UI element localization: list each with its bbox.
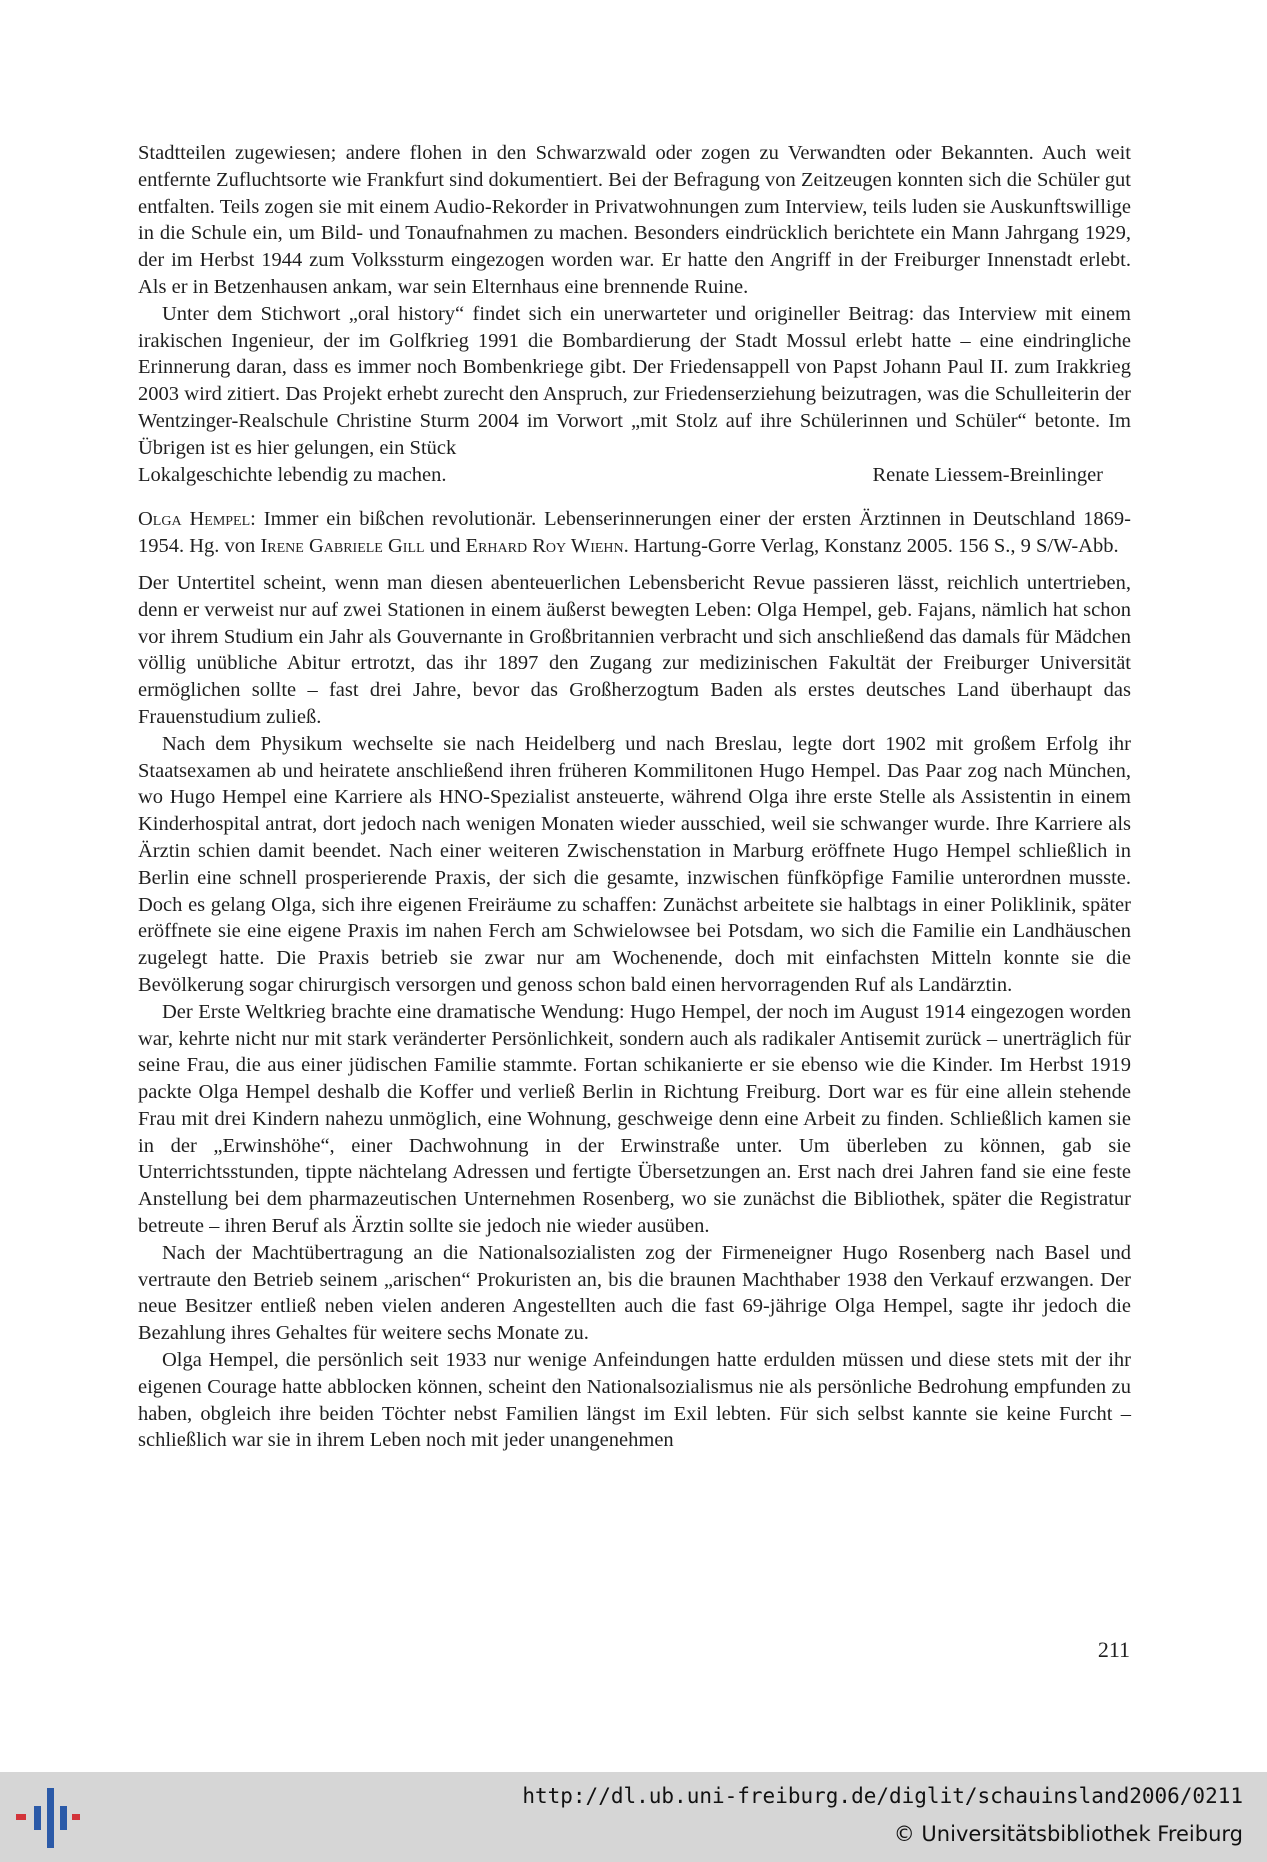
review-bibliography — [138, 506, 1131, 560]
footer-bar — [0, 1772, 1267, 1862]
review-editor-1: Irene Gabriele Gill — [260, 535, 425, 558]
paragraph: Nach dem Physikum wechselte sie nach Heidelberg und nach Breslau, legte dort 1902 mit großem Erfolg ihr Staatsexamen ab und heiratete anschließend ihren früheren Kommilitonen Hugo Hempel. Das Paar zog nach München, wo Hugo Hempel eine Karriere als HNO-Spezialist ansteuerte, während Olga ihre erste Stelle als Assistentin in einem Kinderhospital antrat, dort jedoch nach wenigen Monaten wieder ausschied, weil sie schwanger wurde. Ihre Karriere als Ärztin schien damit beendet. Nach einer weiteren Zwischenstation in Marburg eröffnete Hugo Hempel schließlich in Berlin eine schnell prosperierende Praxis, der sich die gesamte, inzwischen fünfköpfige Familie unterordnen musste. Doch es gelang Olga, sich ihre eigenen Freiräume zu schaffen: Zunächst arbeitete sie halbtags in einer Poliklinik, später eröffnete sie eine eigene Praxis im nahen Ferch am Schwielowsee bei Potsdam, wo sich die Familie ein Landhäuschen zugelegt hatte. Die Praxis betrieb sie zwar nur am Wochenende, doch mit einfachsten Mitteln konnte sie die Bevölkerung sogar chirurgisch versorgen und genoss schon bald einen hervorragenden Ruf als Landärztin. — [138, 732, 1131, 996]
closing-line — [138, 462, 1131, 489]
review-and: und — [424, 535, 466, 558]
document-url[interactable]: http://dl.ub.uni-freiburg.de/diglit/schauinsland2006/0211 — [522, 1784, 1243, 1808]
review-author: Olga Hempel — [138, 508, 251, 531]
copyright-notice: © Universitätsbibliothek Freiburg — [893, 1822, 1243, 1846]
page-body — [138, 140, 1131, 1454]
paragraph: Olga Hempel, die persönlich seit 1933 nur wenige Anfeindungen hatte erdulden müssen und diese stets mit der ihr eigenen Courage hatte abblocken können, scheint den Nationalsozialismus nie als persönliche Bedrohung empfunden zu haben, obgleich ihre beiden Töchter nebst Familien längst im Exil lebten. Für sich selbst kannte sie keine Furcht – schließlich war sie in ihrem Leben noch mit jeder unangenehmen — [138, 1349, 1131, 1452]
ub-freiburg-logo-icon — [16, 1788, 80, 1848]
review-publisher: . Hartung-Gorre Verlag, Konstanz 2005. 156 S., 9 S/W-Abb. — [623, 535, 1119, 558]
review-editor-2: Erhard Roy Wiehn — [465, 535, 624, 558]
review-title: : Immer ein bißchen revolutionär. Lebenserinnerungen einer der ersten Ärztinnen in Deutschland 1869-1954. Hg. von — [138, 508, 1131, 558]
paragraph: Stadtteilen zugewiesen; andere flohen in den Schwarzwald oder zogen zu Verwandten oder Bekannten. Auch weit entfernte Zufluchtsorte wie Frankfurt sind dokumentiert. Bei der Befragung von Zeitzeugen konnten sich die Schüler gut entfalten. Teils zogen sie mit einem Audio-Rekorder in Privatwohnungen zum Interview, teils luden sie Auskunftswillige in die Schule ein, um Bild- und Tonaufnahmen zu machen. Besonders eindrücklich berichtete ein Mann Jahrgang 1929, der im Herbst 1944 zum Volkssturm eingezogen worden war. Er hatte den Angriff in der Freiburger Innenstadt erlebt. Als er in Betzenhausen ankam, war sein Elternhaus eine brennende Ruine. — [138, 142, 1131, 298]
paragraph: Der Untertitel scheint, wenn man diesen abenteuerlichen Lebensbericht Revue passieren lässt, reichlich untertrieben, denn er verweist nur auf zwei Stationen in einem äußerst bewegten Leben: Olga Hempel, geb. Fajans, nämlich hat schon vor ihrem Studium ein Jahr als Gouvernante in Großbritannien verbracht und sich anschließend das damals für Mädchen völlig unübliche Abitur ertrotzt, das ihr 1897 den Zugang zur medizinischen Fakultät der Freiburger Universität ermöglichen sollte – fast drei Jahre, bevor das Großherzogtum Baden als erstes deutsches Land überhaupt das Frauenstudium zuließ. — [138, 571, 1131, 728]
reviewer-signature: Renate Liessem-Breinlinger — [872, 463, 1103, 486]
paragraph: Unter dem Stichwort „oral history“ findet sich ein unerwarteter und origineller Beitrag: das Interview mit einem irakischen Ingenieur, der im Golfkrieg 1991 die Bombardierung der Stadt Mossul erlebt hatte – eine eindringliche Erinnerung daran, dass es immer noch Bombenkriege gibt. Der Friedensappell von Papst Johann Paul II. zum Irakkrieg 2003 wird zitiert. Das Projekt erhebt zurecht den Anspruch, zur Friedenserziehung beizutragen, was die Schulleiterin der Wentzinger-Realschule Christine Sturm 2004 im Vorwort „mit Stolz auf ihre Schülerinnen und Schüler“ betonte. Im Übrigen ist es hier gelungen, ein Stück — [138, 302, 1131, 459]
page-number: 211 — [1097, 1637, 1130, 1662]
paragraph: Nach der Machtübertragung an die Nationalsozialisten zog der Firmeneigner Hugo Rosenberg nach Basel und vertraute den Betrieb seinem „arischen“ Prokuristen an, bis die braunen Machthaber 1938 den Verkauf erzwangen. Der neue Besitzer entließ neben vielen anderen Angestellten auch die fast 69-jährige Olga Hempel, sagte ihr jedoch die Bezahlung ihres Gehaltes für weitere sechs Monate zu. — [138, 1241, 1131, 1345]
paragraph: Der Erste Weltkrieg brachte eine dramatische Wendung: Hugo Hempel, der noch im August 1914 eingezogen worden war, kehrte nicht nur mit stark veränderter Persönlichkeit, sondern auch als radikaler Antisemit zurück – unerträglich für seine Frau, die aus einer jüdischen Familie stammte. Fortan schikanierte er sie ebenso wie die Kinder. Im Herbst 1919 packte Olga Hempel deshalb die Koffer und verließ Berlin in Richtung Freiburg. Dort war es für eine allein stehende Frau mit drei Kindern nahezu unmöglich, eine Wohnung, geschweige denn eine Arbeit zu finden. Schließlich kamen sie in der „Erwinshöhe“, einer Dachwohnung in der Erwinstraße unter. Um überleben zu können, gab sie Unterrichtsstunden, tippte nächtelang Adressen und fertigte Übersetzungen an. Erst nach drei Jahren fand sie eine feste Anstellung bei dem pharmazeutischen Unternehmen Rosenberg, wo sie zunächst die Bibliothek, später die Registratur betreute – ihren Beruf als Ärztin sollte sie jedoch nie wieder ausüben. — [138, 1000, 1131, 1238]
closing-text: Lokalgeschichte lebendig zu machen. — [138, 463, 447, 486]
